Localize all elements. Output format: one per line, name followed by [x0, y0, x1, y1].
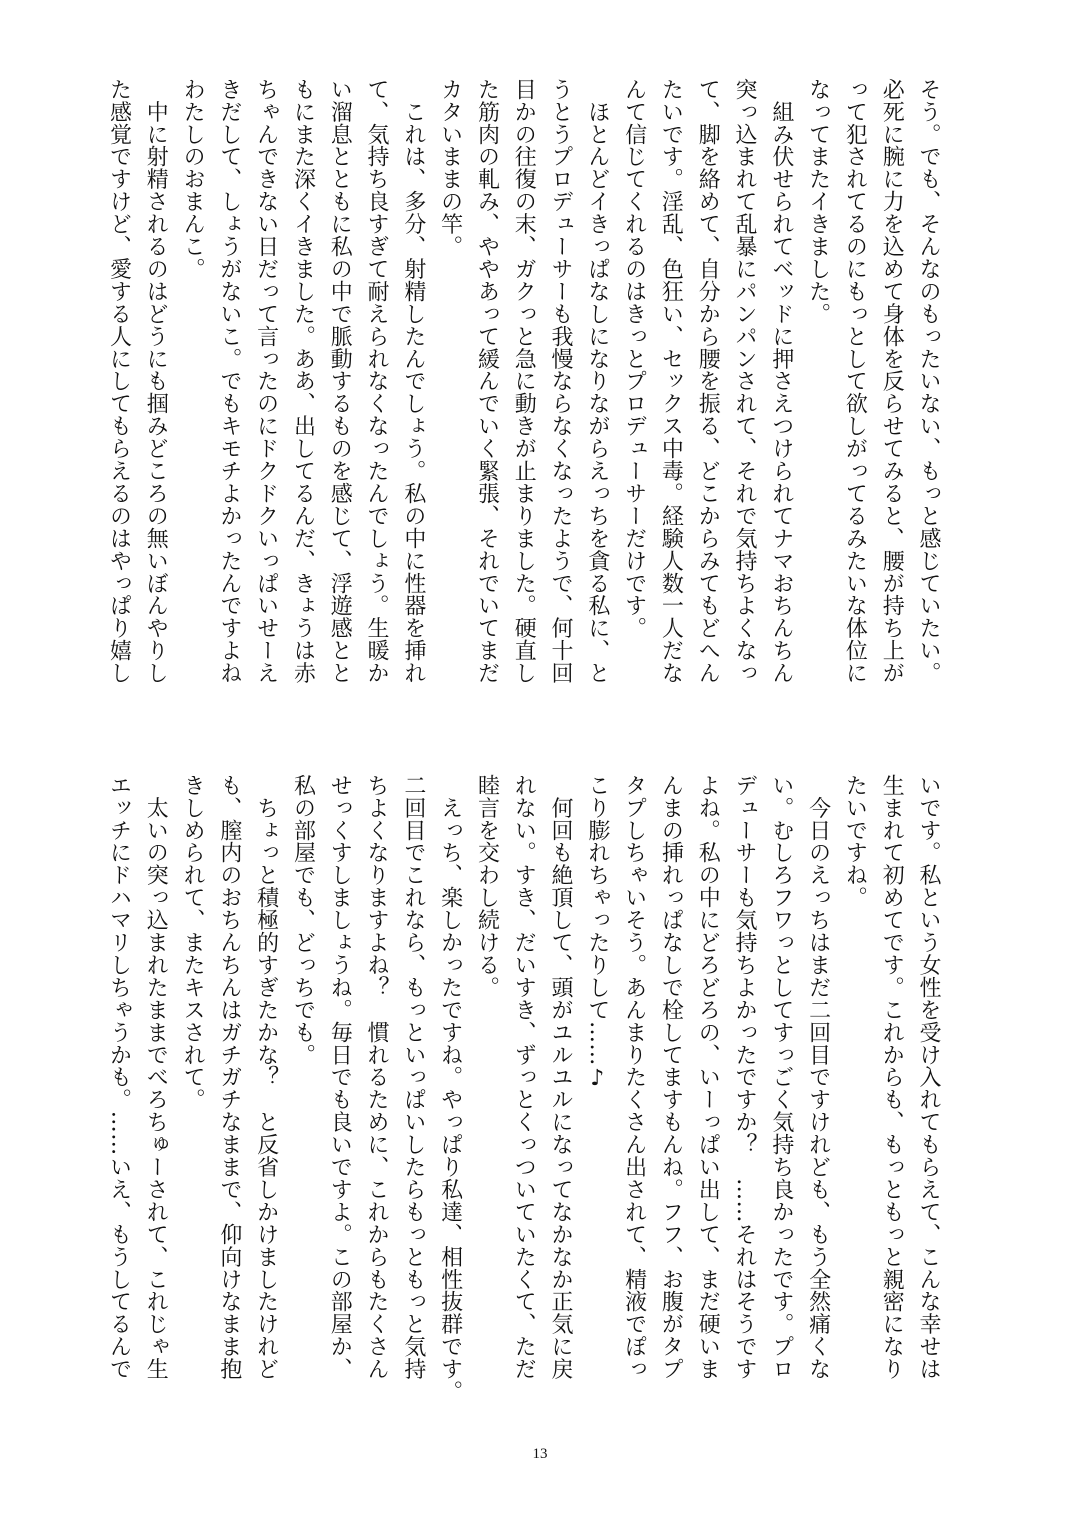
text-column: カタいままの竿。	[437, 78, 463, 258]
text-column: せっくすしましょうね。毎日でも良いですよ。この部屋か、	[327, 774, 353, 1381]
text-column: たいです。淫乱、色狂い、セックス中毒。経験人数一人だな	[658, 78, 684, 685]
text-column: 組み伏せられてベッドに押さえつけられてナマおちんちん	[768, 78, 794, 685]
text-column: うとうプロデューサーも我慢ならなくなったようで、何十回	[548, 78, 574, 685]
text-column: タプしちゃいそう。あんまりたくさん出されて、精液でぽっ	[621, 774, 647, 1381]
text-column: 私の部屋でも、どっちでも。	[290, 774, 316, 1066]
text-column: 必死に腕に力を込めて身体を反らせてみると、腰が持ち上が	[879, 78, 905, 685]
text-column: た筋肉の軋み、ややあって緩んでいく緊張、それでいてまだ	[474, 78, 500, 685]
text-column: 突っ込まれて乱暴にパンパンされて、それで気持ちよくなっ	[732, 78, 758, 685]
upper-text-block	[100, 78, 946, 693]
text-column: エッチにドハマリしちゃうかも。……いえ、もうしてるんで	[106, 774, 132, 1381]
text-column: よね。私の中にどろどろの、いーっぱい出して、まだ硬いま	[695, 774, 721, 1381]
text-column: 目かの往復の末、ガクっと急に動きが止まりました。硬直し	[511, 78, 537, 685]
text-column: これは、多分、射精したんでしょう。私の中に性器を挿れ	[400, 78, 426, 685]
text-column: なってまたイきました。	[805, 78, 831, 325]
text-column: い溜息とともに私の中で脈動するものを感じて、浮遊感とと	[327, 78, 353, 685]
text-column: もにまた深くイきました。ああ、出してるんだ、きょうは赤	[290, 78, 316, 685]
lower-text-block	[100, 774, 946, 1403]
text-column: デューサーも気持ちよかったですか？ ……それはそうです	[732, 774, 758, 1381]
text-column: んて信じてくれるのはきっとプロデューサーだけです。	[621, 78, 647, 640]
text-column: ちゃんできない日だって言ったのにドクドクいっぱいせーえ	[253, 78, 279, 685]
text-column: きしめられて、またキスされて。	[180, 774, 206, 1111]
text-column: て、気持ち良すぎて耐えられなくなったんでしょう。生暖か	[364, 78, 390, 685]
text-column: きだして、しょうがないこ。でもキモチよかったんですよね	[216, 78, 242, 685]
text-column: 睦言を交わし続ける。	[474, 774, 500, 999]
text-column: いです。私という女性を受け入れてもらえて、こんな幸せは	[916, 774, 941, 1381]
text-column: ちょっと積極的すぎたかな？ と反省しかけましたけれど	[253, 774, 279, 1381]
text-column: た感覚ですけど、愛する人にしてもらえるのはやっぱり嬉し	[106, 78, 132, 685]
text-column: んまの挿れっぱなしで栓してますもんね。フフ、お腹がタプ	[658, 774, 684, 1381]
text-column: 太いの突っ込まれたままでべろちゅーされて、これじゃ生	[143, 774, 169, 1381]
text-column: も、膣内のおちんちんはガチガチなままで、仰向けなまま抱	[216, 774, 242, 1381]
text-column: 何回も絶頂して、頭がユルユルになってなかなか正気に戻	[548, 774, 574, 1381]
text-column: 中に射精されるのはどうにも掴みどころの無いぼんやりし	[143, 78, 169, 685]
text-column: えっち、楽しかったですね。やっぱり私達、相性抜群です。	[437, 774, 463, 1403]
text-column: そう。でも、そんなのもったいない、もっと感じていたい。	[916, 78, 941, 685]
text-column: ほとんどイきっぱなしになりながらえっちを貪る私に、と	[584, 78, 610, 685]
text-column: って犯されてるのにもっとして欲しがってるみたいな体位に	[842, 78, 868, 685]
text-column: こり膨れちゃったりして……♪	[584, 774, 610, 1092]
text-column: て、脚を絡めて、自分から腰を振る、どこからみてもどへん	[695, 78, 721, 685]
text-column: わたしのおまんこ。	[180, 78, 206, 281]
text-column: 生まれて初めてです。これからも、もっともっと親密になり	[879, 774, 905, 1381]
text-column: 二回目でこれなら、もっといっぱいしたらもっともっと気持	[400, 774, 426, 1381]
text-column: ちよくなりますよね？ 慣れるために、これからもたくさん	[364, 774, 390, 1381]
text-column: たいですね。	[842, 774, 868, 909]
text-column: れない。すき、だいすき、ずっとくっついていたくて、ただ	[511, 774, 537, 1381]
text-column: 今日のえっちはまだ二回目ですけれども、もう全然痛くな	[805, 774, 831, 1381]
text-column: い。むしろフワっとしてすっごく気持ち良かったです。プロ	[768, 774, 794, 1381]
page-number: 13	[532, 1446, 548, 1462]
